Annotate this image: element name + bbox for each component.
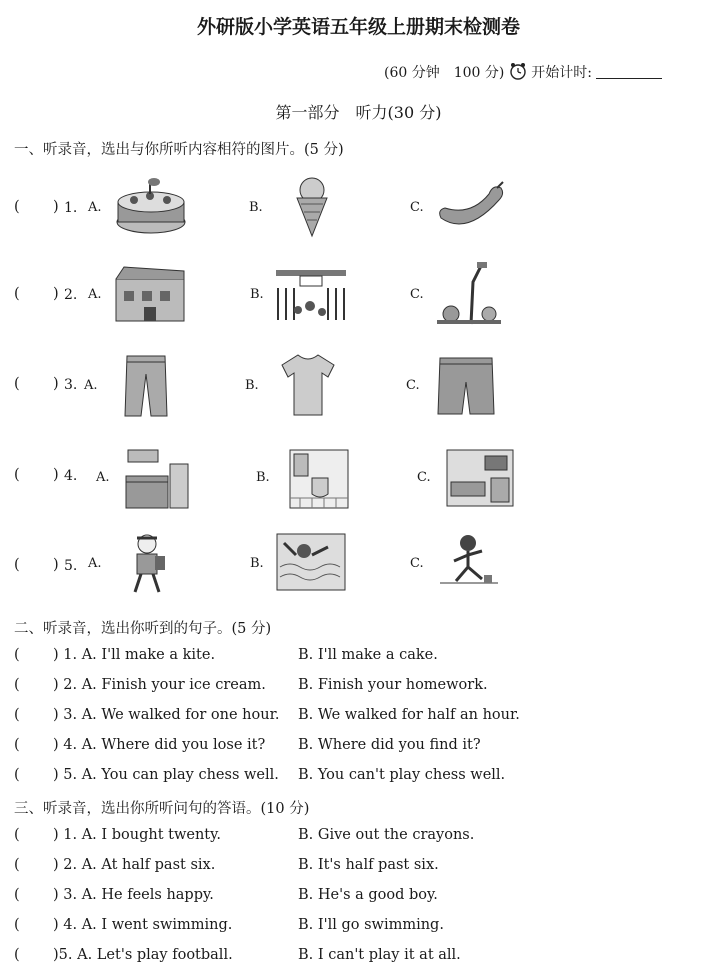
answer-paren-open[interactable]: ( [14, 286, 20, 302]
section2-heading: 二、听录音，选出你听到的句子。(5 分) [14, 621, 272, 637]
question-option-a: ) 4. A. I went swimming. [53, 917, 233, 933]
question-option-b: B. You can't play chess well. [298, 767, 506, 783]
option-a-label: A. [88, 200, 102, 215]
question-option-b: B. I'll make a cake. [298, 647, 438, 663]
answer-paren-open[interactable]: ( [14, 947, 20, 963]
answer-paren-open[interactable]: ( [14, 376, 20, 392]
answer-paren-close: ) [53, 557, 59, 573]
shorts-image [436, 356, 496, 418]
ice-cream-image [287, 176, 337, 238]
option-b-label: B. [256, 470, 270, 485]
question-number: 1. [64, 200, 78, 216]
zoo-image [437, 262, 501, 326]
question-option-a: ) 2. A. Finish your ice cream. [53, 677, 266, 693]
bathroom-image [288, 448, 350, 510]
question-option-a: ) 3. A. We walked for one hour. [53, 707, 280, 723]
option-c-label: C. [410, 287, 424, 302]
answer-paren-close: ) [53, 467, 59, 483]
option-a-label: A. [88, 556, 102, 571]
cake-image [112, 174, 190, 238]
question-option-a: ) 1. A. I'll make a kite. [53, 647, 216, 663]
option-a-label: A. [96, 470, 110, 485]
answer-paren-open[interactable]: ( [14, 767, 20, 783]
start-time-blank[interactable] [596, 66, 662, 79]
answer-paren-open[interactable]: ( [14, 467, 20, 483]
option-c-label: C. [417, 470, 431, 485]
clock-icon [509, 62, 527, 80]
kitchen-image [124, 446, 190, 510]
answer-paren-open[interactable]: ( [14, 917, 20, 933]
part-title: 第一部分 听力(30 分) [275, 103, 442, 122]
option-b-label: B. [245, 378, 259, 393]
question-option-b: B. We walked for half an hour. [298, 707, 520, 723]
duration-text: (60 分钟 100 分) [384, 65, 505, 81]
question-option-a: ) 5. A. You can play chess well. [53, 767, 279, 783]
answer-paren-open[interactable]: ( [14, 677, 20, 693]
answer-paren-open[interactable]: ( [14, 557, 20, 573]
question-option-b: B. Where did you find it? [298, 737, 481, 753]
option-b-label: B. [250, 287, 264, 302]
park-gate-image [274, 266, 348, 322]
girl-running-image [438, 533, 500, 591]
option-c-label: C. [410, 556, 424, 571]
question-option-a: ) 4. A. Where did you lose it? [53, 737, 266, 753]
question-option-a: ) 3. A. He feels happy. [53, 887, 214, 903]
option-b-label: B. [249, 200, 263, 215]
question-option-b: B. I'll go swimming. [298, 917, 444, 933]
answer-paren-close: ) [53, 376, 59, 392]
answer-paren-open[interactable]: ( [14, 857, 20, 873]
answer-paren-close: ) [53, 199, 59, 215]
answer-paren-close: ) [53, 286, 59, 302]
trousers-image [123, 354, 169, 418]
question-number: 5. [64, 558, 78, 574]
section3-heading: 三、听录音，选出你所听问句的答语。(10 分) [14, 801, 310, 817]
question-option-b: B. Give out the crayons. [298, 827, 475, 843]
building-image [114, 265, 186, 323]
answer-paren-open[interactable]: ( [14, 737, 20, 753]
section1-heading: 一、听录音，选出与你所听内容相符的图片。(5 分) [14, 142, 344, 158]
question-number: 3. [64, 377, 78, 393]
question-number: 4. [64, 468, 78, 484]
living-room-image [445, 448, 515, 508]
option-b-label: B. [250, 556, 264, 571]
question-option-b: B. Finish your homework. [298, 677, 488, 693]
answer-paren-open[interactable]: ( [14, 707, 20, 723]
question-option-b: B. I can't play it at all. [298, 947, 461, 963]
question-number: 2. [64, 287, 78, 303]
option-c-label: C. [410, 200, 424, 215]
question-option-a: ) 1. A. I bought twenty. [53, 827, 222, 843]
option-a-label: A. [84, 378, 98, 393]
option-a-label: A. [88, 287, 102, 302]
boy-walking-image [123, 532, 171, 594]
option-c-label: C. [406, 378, 420, 393]
question-option-a: ) 2. A. At half past six. [53, 857, 216, 873]
answer-paren-open[interactable]: ( [14, 199, 20, 215]
sausage-image [437, 180, 509, 232]
question-option-b: B. He's a good boy. [298, 887, 438, 903]
question-option-a: )5. A. Let's play football. [53, 947, 233, 963]
answer-paren-open[interactable]: ( [14, 827, 20, 843]
answer-paren-open[interactable]: ( [14, 887, 20, 903]
boy-swimming-image [276, 533, 346, 591]
question-option-b: B. It's half past six. [298, 857, 439, 873]
answer-paren-open[interactable]: ( [14, 647, 20, 663]
page-title: 外研版小学英语五年级上册期末检测卷 [196, 16, 520, 38]
t-shirt-image [280, 353, 336, 417]
exam-meta [384, 62, 662, 82]
start-time-label: 开始计时: [531, 65, 592, 81]
